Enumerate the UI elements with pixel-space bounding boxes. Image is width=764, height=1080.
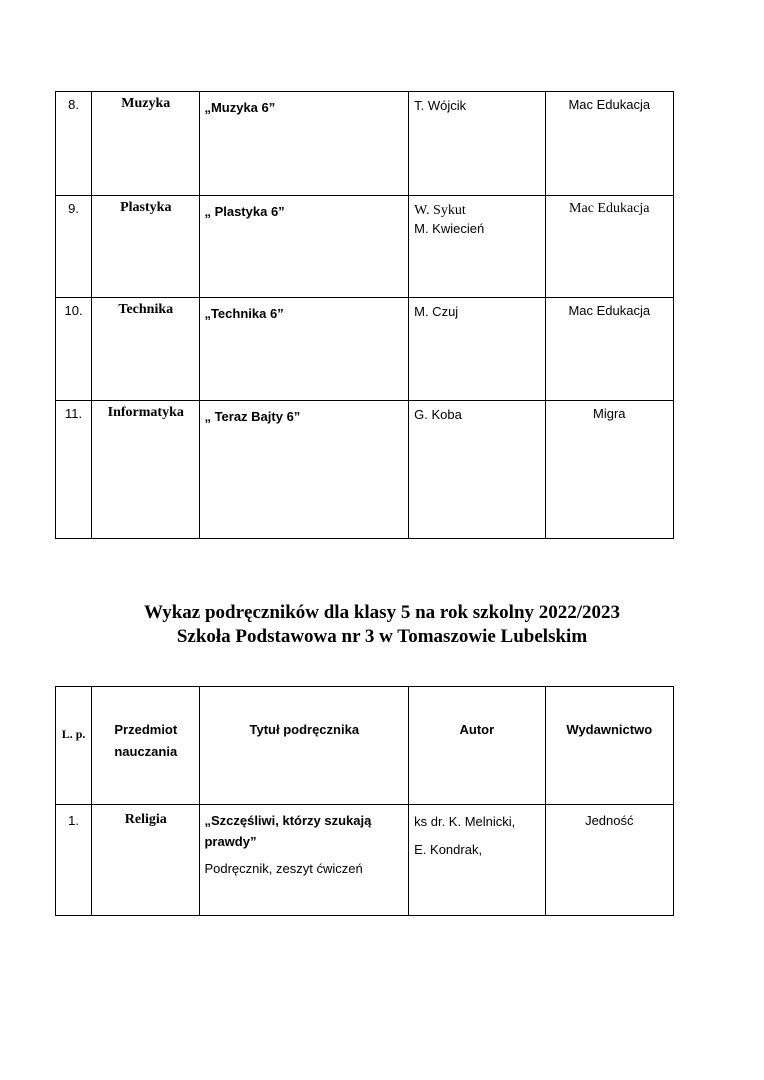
- publisher-cell: Mac Edukacja: [545, 196, 673, 298]
- subject-cell: Technika: [92, 298, 200, 401]
- publisher-cell: Jedność: [545, 805, 673, 916]
- subject-cell: Muzyka: [92, 92, 200, 196]
- textbook-title: „Szczęśliwi, którzy szukają prawdy”: [204, 813, 372, 849]
- textbook-table: [55, 686, 674, 916]
- author-name: M. Czuj: [414, 304, 459, 319]
- row-number: 1.: [56, 805, 92, 916]
- author-name: E. Kondrak,: [414, 842, 483, 857]
- row-number: 9.: [56, 196, 92, 298]
- row-number: 11.: [56, 401, 92, 539]
- table-row: [56, 805, 674, 916]
- subject-cell: Plastyka: [92, 196, 200, 298]
- header-subject-line-1: Przedmiot: [114, 722, 178, 737]
- publisher-cell: Migra: [545, 401, 673, 539]
- textbook-title-cell: „ Teraz Bajty 6”: [200, 401, 409, 539]
- publisher-cell: Mac Edukacja: [545, 298, 673, 401]
- header-subject-line-2: nauczania: [114, 744, 178, 759]
- subject-cell: Informatyka: [92, 401, 200, 539]
- author-cell: [409, 298, 545, 401]
- author-name: G. Koba: [414, 407, 462, 422]
- textbook-title-cell: „Technika 6”: [200, 298, 409, 401]
- heading-line-1: Wykaz podręczników dla klasy 5 na rok szkolny 2022/2023: [143, 602, 621, 623]
- author-name: ks dr. K. Melnicki,: [414, 814, 516, 829]
- author-cell: [409, 92, 545, 196]
- textbook-note: Podręcznik, zeszyt ćwiczeń: [204, 861, 363, 876]
- table-header-row: [56, 687, 674, 805]
- heading-line-2: Szkoła Podstawowa nr 3 w Tomaszowie Lubelskim: [176, 626, 588, 647]
- header-lp: L. p.: [56, 687, 92, 805]
- header-title: Tytuł podręcznika: [200, 687, 409, 805]
- header-publisher: Wydawnictwo: [545, 687, 673, 805]
- textbook-title-cell: „Muzyka 6”: [200, 92, 409, 196]
- author-name: M. Kwiecień: [414, 221, 485, 236]
- author-cell: [409, 196, 545, 298]
- header-author: Autor: [409, 687, 545, 805]
- author-cell: [409, 805, 545, 916]
- header-subject: [92, 687, 200, 805]
- document-heading: [0, 601, 764, 649]
- table-row: [56, 401, 674, 539]
- table-row: [56, 92, 674, 196]
- author-name: T. Wójcik: [414, 98, 467, 113]
- author-name: W. Sykut: [414, 203, 466, 218]
- author-cell: [409, 401, 545, 539]
- table-row: [56, 298, 674, 401]
- publisher-cell: Mac Edukacja: [545, 92, 673, 196]
- textbook-table-continued: [55, 91, 674, 539]
- subject-cell: Religia: [92, 805, 200, 916]
- textbook-title-cell: [200, 805, 409, 916]
- table-row: [56, 196, 674, 298]
- row-number: 10.: [56, 298, 92, 401]
- textbook-title-cell: „ Plastyka 6”: [200, 196, 409, 298]
- row-number: 8.: [56, 92, 92, 196]
